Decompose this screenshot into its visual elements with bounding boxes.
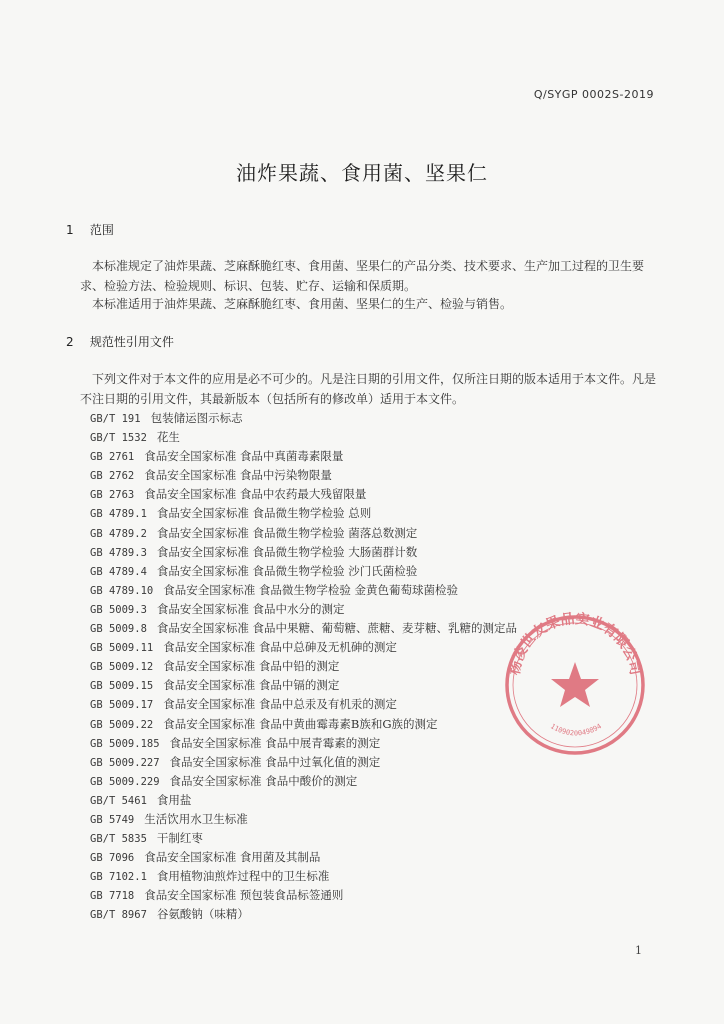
reference-code: GB 5009.229: [90, 775, 160, 788]
reference-code: GB 2762: [90, 470, 135, 483]
section-number: 2: [66, 335, 74, 349]
reference-code: GB/T 191: [90, 413, 141, 425]
reference-code: GB 5009.17: [90, 699, 154, 712]
reference-title: 食品安全国家标准 食品中铅的测定: [163, 659, 340, 674]
reference-title: 食品安全国家标准 食品微生物学检验 大肠菌群计数: [156, 544, 418, 559]
reference-item: [90, 886, 650, 905]
reference-item: [90, 867, 650, 886]
reference-title: 食品安全国家标准 食品中果糖、葡萄糖、蔗糖、麦芽糖、乳糖的测定品: [156, 621, 518, 636]
reference-code: GB 5009.185: [90, 737, 160, 750]
reference-code: GB 5009.3: [90, 603, 147, 616]
reference-item: [90, 428, 650, 447]
reference-item: [90, 466, 650, 485]
page-number: 1: [635, 944, 642, 957]
references-intro: 下列文件对于本文件的应用是必不可少的。凡是注日期的引用文件，仅所注日期的版本适用于本文件。凡是不注日期的引用文件，其最新版本（包括所有的修改单）适用于本文件。: [80, 372, 657, 406]
reference-item: [90, 504, 650, 523]
reference-title: 食品安全国家标准 食品中水分的测定: [156, 601, 345, 616]
reference-title: 食品安全国家标准 食品微生物学检验 总则: [156, 506, 372, 521]
reference-item: [90, 409, 650, 428]
reference-code: GB 7718: [90, 890, 135, 903]
reference-code: GB 2761: [90, 451, 135, 464]
reference-code: GB/T 8967: [90, 909, 147, 922]
reference-code: GB/T 5461: [90, 794, 147, 807]
seal-star-icon: [551, 662, 599, 707]
reference-title: 食品安全国家标准 食用菌及其制品: [144, 850, 321, 865]
reference-code: GB 4789.1: [90, 508, 147, 521]
seal-text: 杨凌世友果品实业有限公司: [506, 611, 644, 677]
reference-code: GB/T 1532: [90, 432, 147, 445]
section-title: 规范性引用文件: [89, 335, 174, 349]
reference-code: GB 5009.11: [90, 642, 154, 655]
reference-item: [90, 829, 650, 848]
reference-code: GB 4789.3: [90, 546, 147, 559]
reference-title: 食品安全国家标准 食品中污染物限量: [144, 468, 332, 483]
reference-title: 食品安全国家标准 预包装食品标签通则: [144, 888, 344, 903]
reference-item: [90, 772, 650, 791]
reference-item: [90, 447, 650, 466]
reference-code: GB 4789.10: [90, 584, 154, 597]
reference-title: 包装储运图示标志: [150, 411, 243, 425]
reference-title: 食品安全国家标准 食品中总汞及有机汞的测定: [163, 697, 397, 712]
reference-title: 食品安全国家标准 食品中总砷及无机砷的测定: [163, 640, 397, 655]
reference-item: [90, 543, 650, 562]
reference-title: 食品安全国家标准 食品微生物学检验 金黄色葡萄球菌检验: [163, 582, 459, 597]
reference-item: [90, 485, 650, 504]
scope-paragraph-1: 本标准规定了油炸果蔬、芝麻酥脆红枣、食用菌、坚果仁的产品分类、技术要求、生产加工过程的卫生要求、检验方法、检验规则、标识、包装、贮存、运输和保质期。: [80, 259, 645, 293]
reference-title: 食品安全国家标准 食品中真菌毒素限量: [144, 449, 344, 464]
reference-title: 生活饮用水卫生标准: [144, 811, 248, 826]
reference-title: 食品安全国家标准 食品微生物学检验 菌落总数测定: [156, 525, 418, 540]
section-heading-scope: [66, 221, 114, 238]
reference-code: GB 5009.12: [90, 661, 154, 674]
reference-code: GB 5009.22: [90, 718, 154, 731]
reference-item: [90, 581, 650, 600]
reference-item: [90, 562, 650, 581]
document-code: Q/SYGP 0002S-2019: [533, 88, 654, 101]
reference-code: GB 4789.2: [90, 527, 147, 540]
section-heading-references: [66, 333, 174, 350]
document-title: 油炸果蔬、食用菌、坚果仁: [236, 161, 488, 185]
reference-title: 食品安全国家标准 食品中黄曲霉毒素B族和G族的测定: [163, 716, 438, 731]
reference-code: GB 7102.1: [90, 871, 147, 884]
reference-item: [90, 905, 650, 924]
reference-code: GB 5009.227: [90, 756, 160, 769]
reference-title: 食用植物油煎炸过程中的卫生标准: [156, 869, 330, 884]
reference-code: GB 4789.4: [90, 565, 147, 578]
reference-title: 食品安全国家标准 食品中酸价的测定: [169, 773, 358, 788]
reference-item: [90, 524, 650, 543]
reference-title: 食品安全国家标准 食品微生物学检验 沙门氏菌检验: [156, 563, 418, 578]
seal-serial: 1109020049894: [548, 722, 604, 738]
reference-title: 食品安全国家标准 食品中展青霉素的测定: [169, 735, 381, 750]
reference-item: [90, 810, 650, 829]
reference-code: GB 5749: [90, 813, 135, 826]
reference-item: [90, 791, 650, 810]
reference-code: GB 5009.15: [90, 680, 154, 693]
reference-code: GB 7096: [90, 852, 135, 865]
reference-code: GB 5009.8: [90, 623, 147, 636]
reference-code: GB/T 5835: [90, 833, 147, 846]
section-title: 范围: [89, 223, 114, 237]
company-seal: [500, 610, 650, 760]
section-number: 1: [66, 223, 74, 237]
reference-title: 食品安全国家标准 食品中农药最大残留限量: [144, 487, 367, 502]
reference-title: 食品安全国家标准 食品中过氧化值的测定: [169, 754, 381, 769]
reference-title: 干制红枣: [156, 831, 203, 846]
reference-title: 花生: [156, 430, 180, 445]
reference-title: 食品安全国家标准 食品中镉的测定: [163, 678, 340, 693]
scope-paragraph-2: 本标准适用于油炸果蔬、芝麻酥脆红枣、食用菌、坚果仁的生产、检验与销售。: [92, 297, 513, 311]
reference-item: [90, 848, 650, 867]
reference-title: 谷氨酸钠（味精）: [156, 907, 249, 922]
reference-code: GB 2763: [90, 489, 135, 502]
reference-title: 食用盐: [156, 792, 192, 807]
